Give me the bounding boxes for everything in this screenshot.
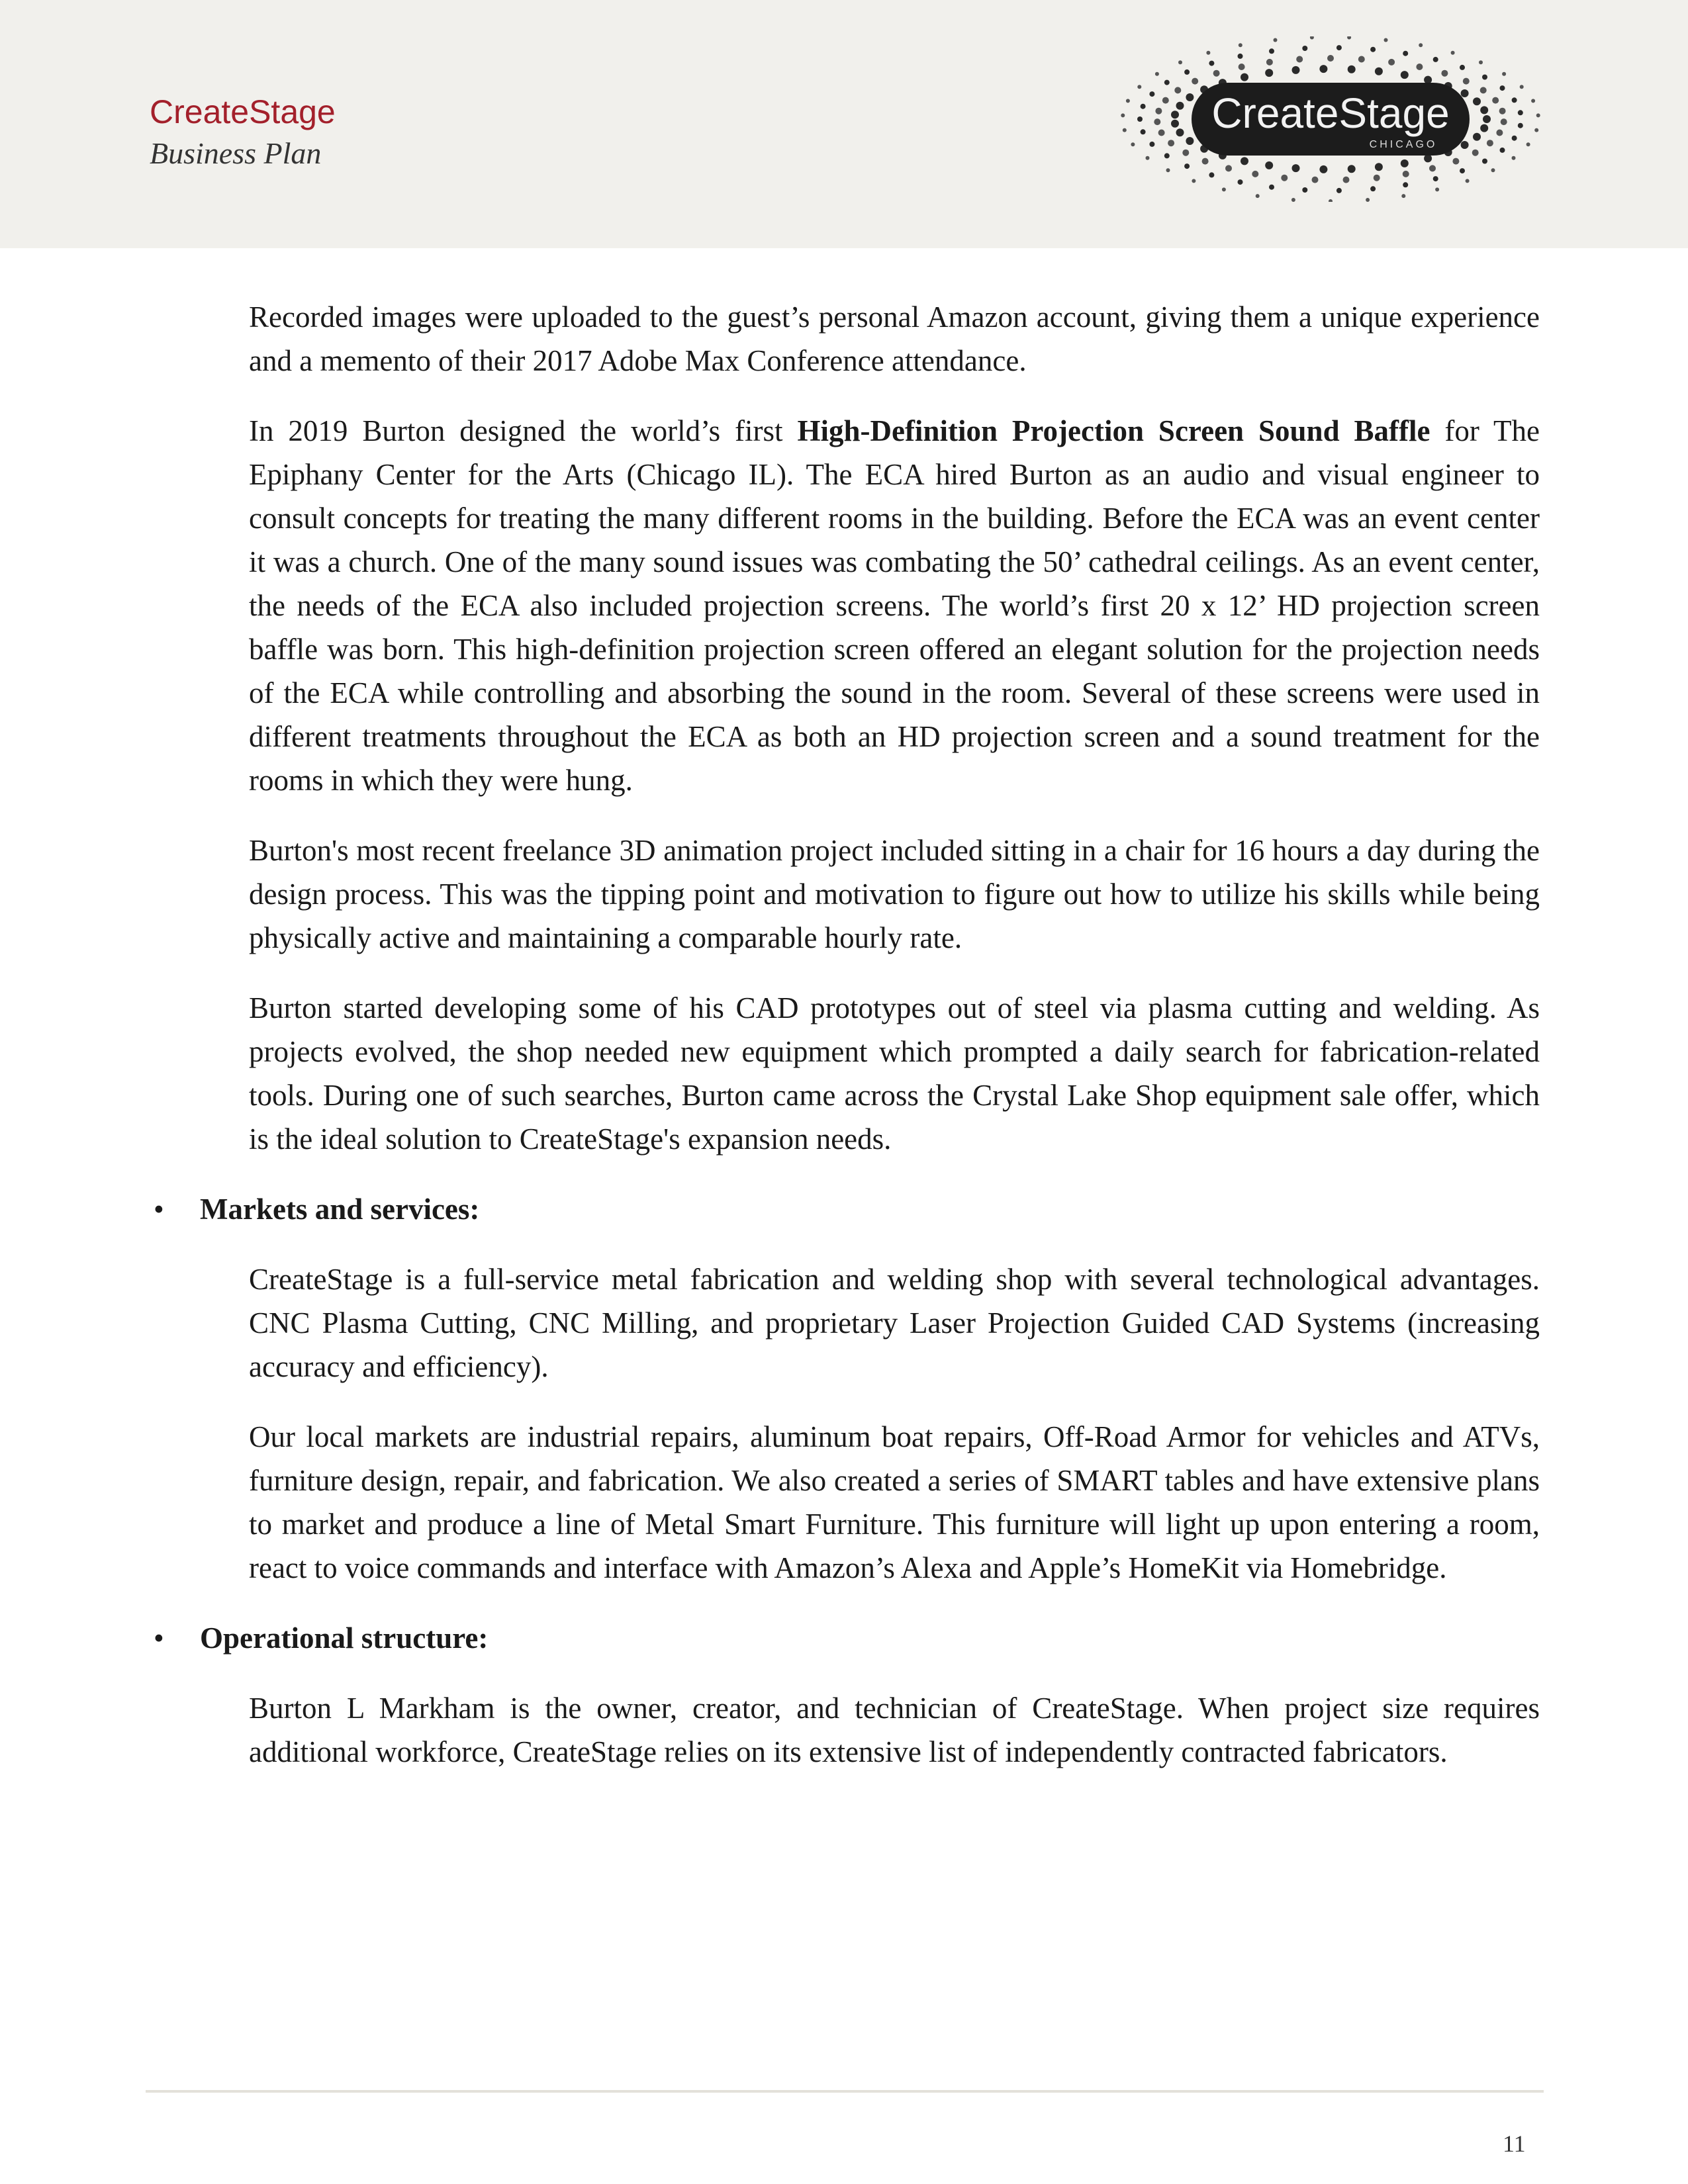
logo-dot [1424,154,1432,162]
logo-dot [1336,188,1342,193]
page-number: 11 [1503,2130,1526,2157]
logo-dot [1500,148,1505,153]
logo-dot [1452,158,1459,165]
logo-dot [1460,168,1465,173]
logo-dot [1292,66,1300,74]
logo-dot [1171,111,1179,118]
logo-dot [1487,140,1493,146]
logo-dot [1433,176,1438,181]
logo-dot [1302,187,1307,193]
bullet-heading-text: Markets and services: [200,1193,480,1226]
logo-dot [1451,51,1455,55]
page-body [154,295,1540,1800]
logo-dot [1137,116,1143,122]
logo-subtext: CHICAGO [1369,139,1438,150]
logo-dot [1202,158,1209,165]
logo-dot [1158,130,1165,136]
logo-dot [1482,75,1487,80]
logo-dot [1239,43,1243,47]
logo-dot [1166,168,1170,172]
paragraph: Our local markets are industrial repairs, aluminum boat repairs, Off-Road Armor for vehicles and ATVs, furniture design, repair, and fabrication. We also created a series of SMART tables and have extensive plans to market and produce a line of Metal Smart Furniture. This furniture will light up upon entering a room, react to voice commands and interface with Amazon’s Alexa and Apple’s HomeKit via Homebridge. [249,1420,1540,1584]
logo-dot [1123,128,1127,132]
logo-dot [1162,97,1169,104]
logo-dot [1121,113,1125,117]
logo-dot [1164,80,1170,85]
logo-dot [1460,65,1465,70]
logo-dot [1274,38,1278,42]
logo-dot [1348,165,1356,173]
brand-name: CreateStage [150,93,336,130]
logo-dot [1225,165,1232,171]
logo-dot [1186,137,1194,145]
logo-dot [1401,71,1409,79]
logo-dot [1480,124,1488,132]
logo-dot [1336,45,1342,50]
logo-dot [1184,69,1190,75]
paragraph: Burton's most recent freelance 3D animation project included sitting in a chair for 16 hours a day during the design process. This was the tipping point and motivation to figure out how to utilize his skills while being physically active and maintaining a comparable hourly rate. [249,834,1540,954]
logo-dot [1499,108,1506,114]
logo-dot [1209,61,1214,66]
paragraph-text: In 2019 Burton designed the world’s first [249,414,798,447]
logo-dot [1256,194,1260,198]
logo-dot [1374,175,1380,181]
paragraph [249,409,1540,802]
bullet-icon: • [154,1621,164,1655]
logo-dot [1401,159,1409,167]
logo-dot [1327,55,1334,62]
bullet-heading-markets [154,1187,1540,1231]
logo-dot [1281,175,1288,181]
logo-dot [1319,165,1327,173]
logo-dot [1182,150,1189,156]
paragraph: Burton L Markham is the owner, creator, and technician of CreateStage. When project size requires additional workforce, CreateStage relies on its extensive list of independently contracted fabricators. [249,1692,1540,1768]
logo-dot [1239,64,1245,70]
logo-dot [1534,128,1538,132]
logo-dot [1461,141,1469,149]
logo-dot [1176,128,1184,136]
logo-dot [1329,199,1333,202]
logo-dot [1419,43,1423,47]
logo-dot [1366,198,1370,202]
logo-dot [1429,165,1436,171]
logo-dot [1209,172,1214,177]
bullet-heading-text: Operational structure: [200,1621,489,1655]
logo-dot [1518,123,1523,128]
logo-dot [1302,46,1307,51]
logo-dot [1213,70,1220,77]
logo-dot [1480,106,1488,114]
logo-dot [1384,38,1388,42]
logo-dot [1206,51,1210,55]
logo-dot [1126,99,1130,103]
logo-dot [1146,156,1150,160]
logo-dot [1292,164,1300,172]
logo-dot [1500,85,1505,91]
logo-dot [1312,177,1319,183]
logo-dot [1269,48,1274,54]
logo-dot [1401,194,1405,198]
logo-dot [1388,59,1395,66]
logo-dot [1433,57,1438,62]
logo-dot [1238,54,1243,59]
logo-dot [1347,36,1351,40]
paragraph: Recorded images were uploaded to the guest’s personal Amazon account, giving them a unique experience and a memento of their 2017 Adobe Max Conference attendance. [249,300,1540,377]
logo-dot [1518,110,1523,115]
logo-dot [1473,133,1481,141]
logo-dot [1266,59,1273,66]
logo-dot [1265,161,1273,169]
logo-dot [1463,78,1470,85]
logo-dot [1131,142,1135,146]
logo-dot [1512,97,1517,103]
logo-dot [1492,97,1499,104]
logo-dot [1473,97,1481,105]
logo-dot [1174,87,1181,93]
logo-dot [1526,142,1530,146]
document-subtitle: Business Plan [150,136,322,170]
logo-dot [1482,159,1487,164]
logo-dot [1176,102,1184,110]
logo-dot [1186,93,1194,101]
logo-dot [1155,108,1162,114]
logo-dot [1403,51,1408,56]
logo-dot [1358,56,1365,63]
logo-dot [1184,163,1190,169]
logo-dot [1241,157,1248,165]
logo-dot [1155,72,1159,76]
logo-dot [1370,47,1376,52]
logo-dot [1403,182,1408,187]
logo-dot [1265,69,1273,77]
paragraph: CreateStage is a full-service metal fabrication and welding shop with several technological advantages. CNC Plasma Cutting, CNC Milling, and proprietary Laser Projection Guided CAD Systems (increasing accuracy and efficiency). [249,1263,1540,1383]
logo-dot [1479,60,1483,64]
logo-dot [1252,171,1258,177]
logo-dot [1168,140,1174,146]
logo-wordmark: CreateStage [1211,89,1450,137]
logo-dot [1164,153,1170,158]
paragraph-text: for The Epiphany Center for the Arts (Chicago IL). The ECA hired Burton as an audio and visual engineer to consult concepts for treating the many different rooms in the building. Before the ECA was an event center it was a church. One of the many sound issues was combating the 50’ cathedral ceilings. As an event center, the needs of the ECA also included projection screens. The world’s first 20 x 12’ HD projection screen baffle was born. This high-definition projection screen offered an elegant solution for the projection needs of the ECA while controlling and absorbing the sound in the room. Several of these screens were used in different treatments throughout the ECA as both an HD projection screen and a sound treatment for the rooms in which they were hung. [249,414,1540,797]
logo-dot [1141,129,1146,134]
logo-dot [1502,72,1506,76]
logo-dot [1416,64,1423,70]
logo-dot [1512,136,1517,141]
logo-dot [1291,198,1295,202]
logo-dot [1310,36,1314,40]
logo-dot [1375,68,1383,75]
logo-dot [1192,78,1198,85]
createstage-logo [1112,36,1556,202]
logo-dot [1348,66,1356,73]
logo-dot [1461,89,1469,97]
logo-dot [1137,85,1141,89]
logo-dot [1491,168,1495,172]
logo-dot [1441,70,1448,77]
logo-dot [1472,150,1479,156]
logo-dot [1466,179,1470,183]
footer-divider [146,2090,1544,2093]
logo-dot [1238,179,1243,185]
logo-dot [1403,171,1409,177]
logo-dot [1520,85,1524,89]
logo-dot [1512,156,1516,160]
logo-dot [1141,104,1146,109]
logo-dot [1149,91,1154,97]
logo-dot [1192,179,1196,183]
logo-dot [1343,177,1350,183]
logo-dot [1319,65,1327,73]
bullet-icon: • [154,1193,164,1226]
paragraph: Burton started developing some of his CAD prototypes out of steel via plasma cutting and welding. As projects evolved, the shop needed new equipment which prompted a daily search for fabrication-related tools. During one of such searches, Burton came across the Crystal Lake Shop equipment sale offer, which is the ideal solution to CreateStage's expansion needs. [249,991,1540,1156]
logo-dot [1483,115,1491,123]
bullet-heading-operations [154,1616,1540,1660]
logo-dot [1154,118,1160,125]
bold-phrase: High-Definition Projection Screen Sound Baffle [797,414,1430,447]
logo-dot [1171,120,1179,128]
logo-dot [1480,87,1487,93]
logo-dot [1496,130,1503,136]
logo-dot [1370,186,1376,191]
logo-dot [1531,99,1535,103]
logo-dot [1178,60,1182,64]
logo-dot [1149,142,1154,147]
logo-dot [1222,187,1226,191]
logo-dot [1241,73,1248,81]
logo-dot [1424,76,1432,84]
logo-dot [1536,113,1540,117]
logo-dot [1269,185,1274,190]
logo-dot [1296,56,1303,63]
page-header [0,0,1688,248]
logo-dot [1501,118,1507,125]
logo-dot [1435,187,1439,191]
logo-dot [1375,163,1383,171]
